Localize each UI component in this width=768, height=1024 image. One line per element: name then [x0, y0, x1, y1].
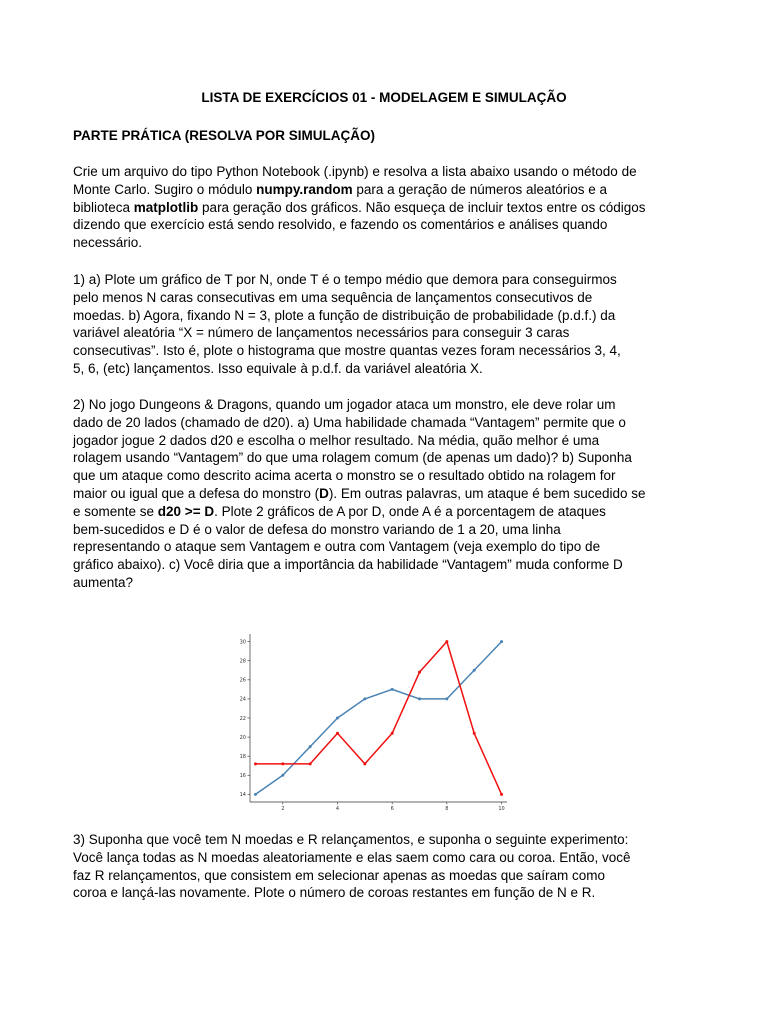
y-tick-label: 30 — [239, 639, 246, 646]
intro-text: para a geração de números aleatórios e a — [352, 181, 608, 197]
y-tick-label: 22 — [239, 715, 246, 722]
question-1 — [73, 271, 688, 378]
q2-line-11: aumenta? — [73, 574, 134, 590]
q1-line-3: moedas. b) Agora, fixando N = 3, plote a função de distribuição de probabilidade (p.d.f.) da — [73, 307, 616, 323]
matplotlib-term: matplotlib — [133, 199, 199, 215]
intro-line-4: dizendo que exercício está sendo resolvido, e fazendo os comentários e análises quando — [73, 217, 608, 233]
question-2 — [73, 396, 688, 592]
intro-line-5: necessário. — [73, 235, 143, 251]
series-1-point — [281, 774, 284, 777]
intro-line-3 — [73, 199, 688, 217]
y-tick-label: 26 — [239, 677, 246, 684]
series-2-point — [309, 762, 312, 765]
series-2-point — [363, 762, 366, 765]
intro-text: para geração dos gráficos. Não esqueça de incluir textos entre os códigos — [198, 199, 646, 215]
series-2-point — [391, 732, 394, 735]
series-1-point — [418, 697, 421, 700]
q2-text: . Plote 2 gráficos de A por D, onde A é a porcentagem de ataques — [214, 503, 606, 519]
series-2-point — [336, 732, 339, 735]
intro-paragraph — [73, 163, 688, 252]
x-tick-label: 8 — [445, 806, 449, 810]
q3-line-4: coroa e lançá-las novamente. Plote o número de coroas restantes em função de N e R. — [73, 885, 596, 901]
series-2-point — [473, 732, 476, 735]
chart-axes — [250, 634, 507, 802]
q3-line-3: faz R relançamentos, que consistem em selecionar apenas as moedas que saíram como — [73, 867, 606, 883]
series-1-point — [254, 793, 257, 796]
q2-line-2: dado de 20 lados (chamado de d20). a) Uma habilidade chamada “Vantagem” permite que o — [73, 414, 626, 430]
numpy-random-term: numpy.random — [256, 181, 353, 197]
series-1-point — [445, 697, 448, 700]
q2-line-4: rolagem usando “Vantagem” do que uma rolagem comum (de apenas um dado)? b) Suponha — [73, 450, 632, 466]
x-tick-label: 10 — [498, 806, 505, 810]
x-tick-label: 2 — [281, 806, 285, 810]
q2-line-1: 2) No jogo Dungeons & Dragons, quando um jogador ataca um monstro, ele deve rolar um — [73, 397, 616, 412]
chart-ticks — [240, 639, 505, 810]
series-1-point — [336, 717, 339, 720]
example-line-chart — [229, 630, 509, 810]
q2-line-8: bem-sucedidos e D é o valor de defesa do monstro variando de 1 a 20, uma linha — [73, 521, 561, 537]
x-tick-label: 6 — [390, 806, 394, 810]
q2-line-6 — [73, 485, 688, 503]
series-1-point — [500, 640, 503, 643]
q1-line-5: consecutivas”. Isto é, plote o histograma que mostre quantas vezes foram necessários 3, 4, — [73, 343, 621, 359]
x-tick-label: 4 — [335, 806, 340, 810]
series-1-point — [391, 688, 394, 691]
chart-series — [254, 640, 503, 796]
q2-line-7 — [73, 503, 688, 521]
q2-text: e somente se — [73, 503, 158, 519]
defense-symbol: D — [319, 485, 329, 501]
series-1-point — [363, 697, 366, 700]
y-tick-label: 14 — [239, 792, 246, 799]
series-2-point — [500, 793, 503, 796]
series-2-point — [254, 762, 257, 765]
q2-line-10: gráfico abaixo). c) Você diria que a importância da habilidade “Vantagem” muda conforme D — [73, 557, 623, 573]
intro-line-1: Crie um arquivo do tipo Python Notebook (.ipynb) e resolva a lista abaixo usando o método de — [73, 164, 637, 179]
q1-line-6: 5, 6, (etc) lançamentos. Isso equivale à p.d.f. da variável aleatória X. — [73, 360, 483, 376]
series-1-line — [255, 642, 501, 795]
q1-line-4: variável aleatória “X = número de lançamentos necessários para conseguir 3 caras — [73, 325, 570, 341]
q1-line-1: 1) a) Plote um gráfico de T por N, onde T é o tempo médio que demora para conseguirmos — [73, 272, 617, 287]
y-tick-label: 28 — [239, 658, 246, 665]
y-tick-label: 18 — [239, 753, 246, 760]
chart-svg — [229, 630, 509, 810]
series-1-point — [309, 745, 312, 748]
condition-expression: d20 >= D — [157, 503, 215, 519]
y-tick-label: 16 — [239, 773, 246, 780]
q2-text: ). Em outras palavras, um ataque é bem sucedido se — [328, 485, 646, 501]
q2-text: maior ou igual que a defesa do monstro ( — [73, 485, 320, 501]
section-title: PARTE PRÁTICA (RESOLVA POR SIMULAÇÃO) — [73, 128, 375, 143]
intro-line-2 — [73, 181, 688, 199]
q3-line-2: Você lança todas as N moedas aleatoriamente e elas saem como cara ou coroa. Então, você — [73, 849, 631, 865]
question-3 — [73, 831, 688, 902]
y-tick-label: 20 — [239, 734, 246, 741]
series-2-point — [445, 640, 448, 643]
q2-line-3: jogador jogue 2 dados d20 e escolha o melhor resultado. Na média, quão melhor é uma — [73, 432, 600, 448]
q3-line-1: 3) Suponha que você tem N moedas e R relançamentos, e suponha o seguinte experimento: — [73, 832, 629, 847]
intro-text: biblioteca — [73, 199, 134, 215]
series-2-line — [255, 642, 501, 795]
q2-line-5: que um ataque como descrito acima acerta o monstro se o resultado obtido na rolagem for — [73, 468, 616, 484]
q2-line-9: representando o ataque sem Vantagem e outra com Vantagem (veja exemplo do tipo de — [73, 539, 601, 555]
intro-text: Monte Carlo. Sugiro o módulo — [73, 181, 257, 197]
series-1-point — [473, 669, 476, 672]
document-title: LISTA DE EXERCÍCIOS 01 - MODELAGEM E SIMULAÇÃO — [201, 90, 567, 105]
series-2-point — [281, 762, 284, 765]
y-tick-label: 24 — [239, 696, 246, 703]
q1-line-2: pelo menos N caras consecutivas em uma sequência de lançamentos consecutivos de — [73, 289, 593, 305]
series-2-point — [418, 671, 421, 674]
